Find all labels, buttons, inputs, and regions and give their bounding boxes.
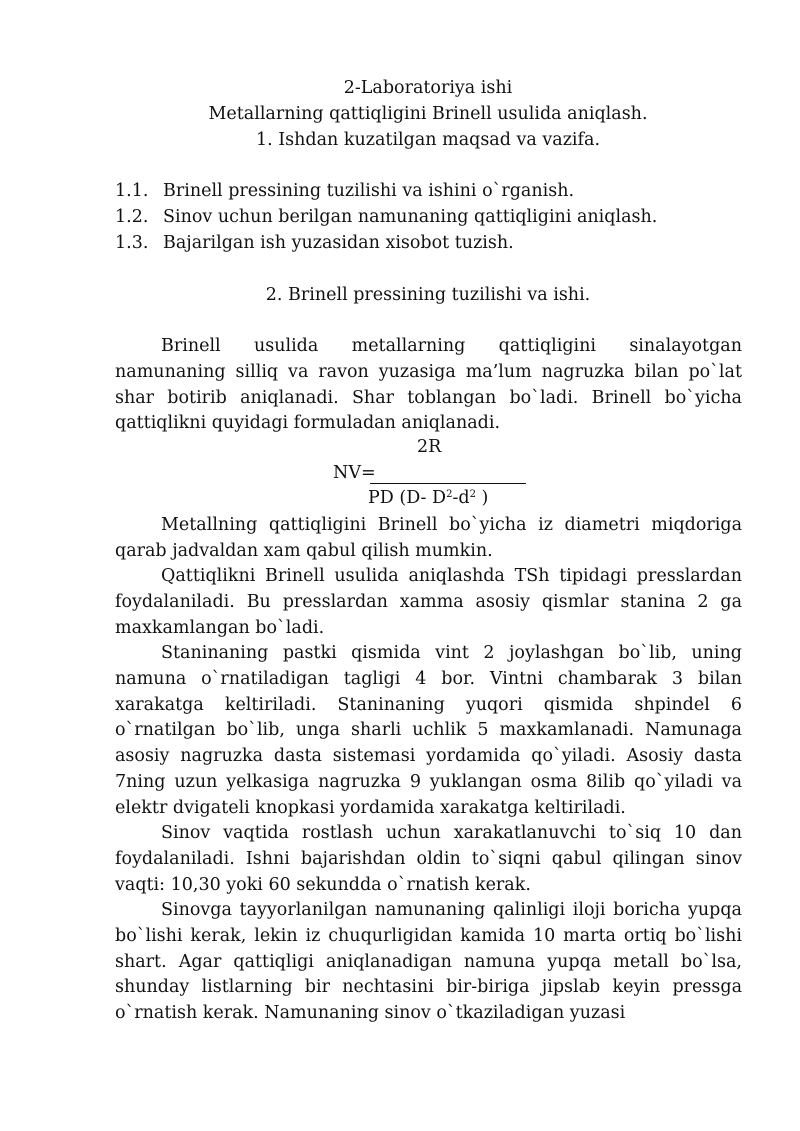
formula-lhs: NV= (333, 463, 376, 483)
formula-numerator: 2R (417, 437, 442, 457)
task-number: 1.2. (115, 207, 149, 227)
paragraph-3: Qattiqlikni Brinell usulida aniqlashda TSh tipidagi presslardan foydalaniladi. Bu presslardan xamma asosiy qismlar stanina 2 ga maxkamlangan bo`ladi. (115, 566, 742, 638)
task-text: Brinell pressining tuzilishi va ishini o`rganish. (163, 181, 575, 201)
formula-close: ) (475, 488, 489, 508)
paragraph-1: Brinell usulida metallarning qattiqligini sinalayotgan namunaning silliq va ravon yuzasiga ma’lum nagruzka bilan po`lat shar botirib aniqlanadi. Shar toblangan bo`ladi. Brinell bo`yicha qattiqlikni quyidagi formuladan aniqlanadi. (115, 336, 742, 434)
formula-denominator-prefix: PD (D- D (368, 488, 447, 508)
paragraph-6: Sinovga tayyorlanilgan namunaning qalinligi iloji boricha yupqa bo`lishi kerak, lekin iz chuqurligidan kamida 10 marta ortiq bo`lishi shart. Agar qattiqligi aniqlanadigan namuna yupqa metall bo`lsa, shunday listlarning bir nechtasini bir-biriga jipslab keyin pressga o`rnatish kerak. Namunaning sinov o`tkaziladigan yuzasi (115, 900, 742, 1024)
formula-fraction-bar (370, 483, 526, 484)
paragraph-2: Metallning qattiqligini Brinell bo`yicha iz diametri miqdoriga qarab jadvaldan xam qabul qilish mumkin. (115, 515, 742, 561)
paragraph-4: Staninaning pastki qismida vint 2 joylashgan bo`lib, uning namuna o`rnatiladigan tagligi 4 bor. Vintni chambarak 3 bilan xarakatga keltiriladi. Staninaning yuqori qismida shpindel 6 o`rnatilgan bo`lib, unga sharli uchlik 5 maxkamlanadi. Namunaga asosiy nagruzka dasta sistemasi yordamida qo`yiladi. Asosiy dasta 7ning uzun yelkasiga nagruzka 9 yuklangan osma 8ilib qo`yiladi va elektr dvigateli knopkasi yordamida xarakatga keltiriladi. (115, 643, 742, 818)
task-item-2 (115, 207, 657, 227)
formula-sup-1: 2 (446, 489, 453, 500)
formula-sup-2: 2 (469, 489, 476, 500)
task-text: Bajarilgan ish yuzasidan xisobot tuzish. (163, 233, 514, 253)
task-number: 1.3. (115, 233, 149, 253)
section2-title: 2. Brinell pressining tuzilishi va ishi. (265, 285, 591, 305)
lab-title: 2-Laboratoriya ishi (343, 78, 513, 98)
task-item-1 (115, 181, 574, 201)
formula-minus-d: -d (452, 488, 470, 508)
task-text: Sinov uchun berilgan namunaning qattiqligini aniqlash. (163, 207, 658, 227)
section1-title: 1. Ishdan kuzatilgan maqsad va vazifa. (255, 130, 601, 150)
task-number: 1.1. (115, 181, 149, 201)
subject-title: Metallarning qattiqligini Brinell usulida aniqlash. (208, 104, 648, 124)
paragraph-5: Sinov vaqtida rostlash uchun xarakatlanuvchi to`siq 10 dan foydalaniladi. Ishni bajarishdan oldin to`siqni qabul qilingan sinov vaqti: 10,30 yoki 60 sekundda o`rnatish kerak. (115, 823, 742, 895)
formula-denominator (368, 488, 488, 508)
task-item-3 (115, 233, 514, 253)
